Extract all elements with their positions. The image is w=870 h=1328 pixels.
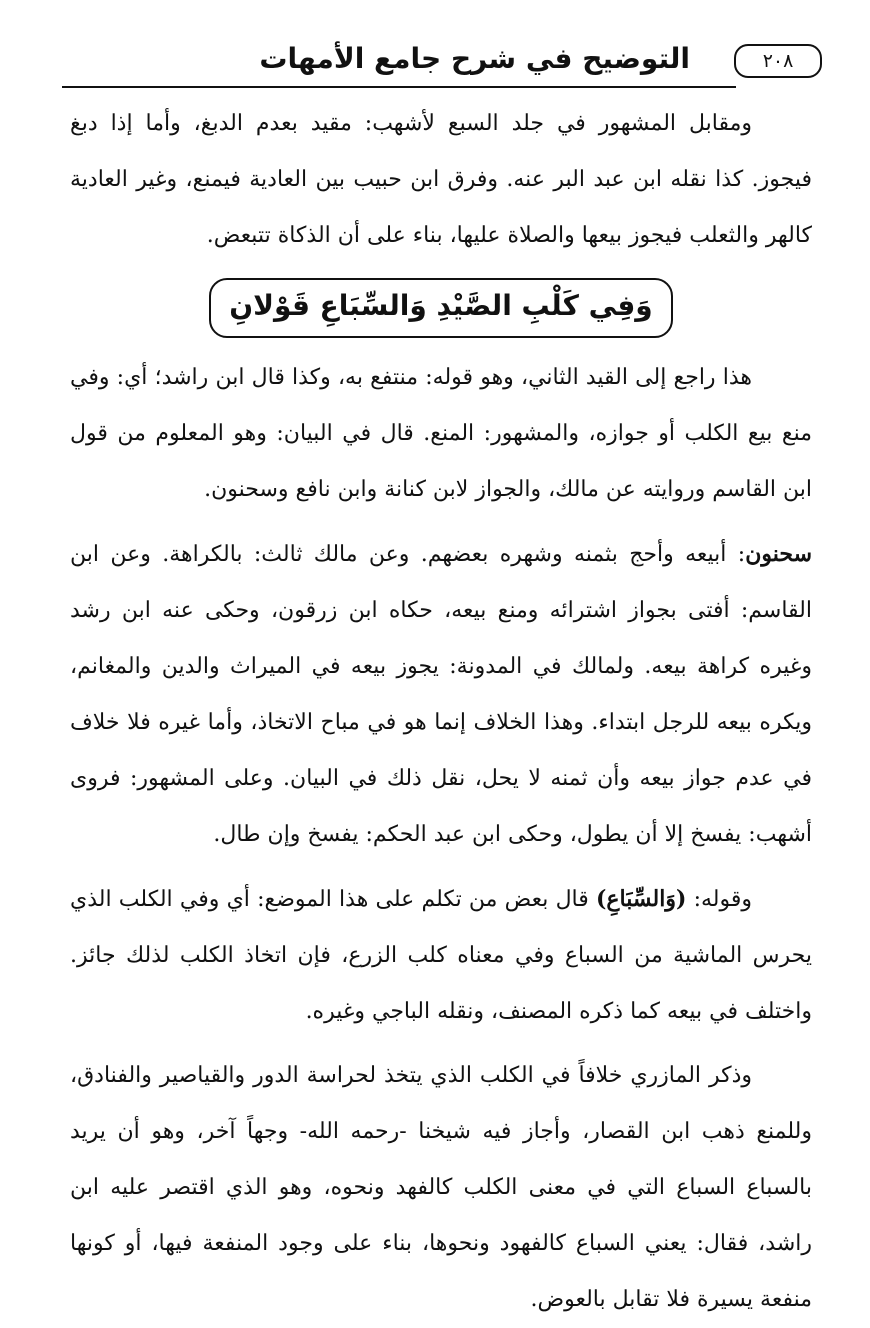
paragraph-5: وذكر المازري خلافاً في الكلب الذي يتخذ لحراسة الدور والقياصير والفنادق، وللمنع ذهب ابن القصار، وأجاز فيه شيخنا -رحمه الله- وجهاً آخر، وهو أن يريد بالسباع السباع التي في معنى الكلب كالفهد ونحوه، وهو الذي اقتصر عليه ابن راشد، فقال: يعني السباع كالفهود ونحوها، بناء على وجود المنفعة فيها، أو كونها منفعة يسيرة فلا تقابل بالعوض. — [70, 1063, 812, 1312]
paragraph-4-text: قال بعض من تكلم على هذا الموضع: أي وفي الكلب الذي يحرس الماشية من السباع وفي معناه كلب الزرع، فإن اتخاذ الكلب لذلك جائز. واختلف في بيعه كما ذكره المصنف، ونقله الباجي وغيره. — [70, 887, 812, 1024]
book-title: التوضيح في شرح جامع الأمهات — [259, 42, 690, 75]
section-heading-wrap — [70, 278, 812, 338]
section-heading: وَفِي كَلْبِ الصَّيْدِ وَالسِّبَاعِ قَوْلانِ — [209, 278, 672, 338]
paragraph-4 — [70, 871, 812, 1040]
page-header — [62, 38, 822, 88]
page-number — [734, 44, 822, 78]
page-number-text: ٢٠٨ — [762, 50, 794, 72]
header-rule — [62, 86, 736, 88]
paragraph-1: ومقابل المشهور في جلد السبع لأشهب: مقيد بعدم الدبغ، وأما إذا دبغ فيجوز. كذا نقله ابن عبد البر عنه. وفرق ابن حبيب بين العادية فيمنع، وغير العادية كالهر والثعلب فيجوز بيعها والصلاة عليها، بناء على أن الذكاة تتبعض. — [70, 111, 812, 248]
paragraph-4-lead: وقوله: — [686, 887, 752, 912]
page-body — [70, 96, 812, 1328]
paragraph-3-text: : أبيعه وأحج بثمنه وشهره بعضهم. وعن مالك ثالث: بالكراهة. وعن ابن القاسم: أفتى بجواز اشترائه ومنع بيعه، حكاه ابن زرقون، وحكى عنه ابن رشد وغيره كراهة بيعه. ولمالك في المدونة: يجوز بيعه في الميراث والدين والمغانم، ويكره بيعه للرجل ابتداء. وهذا الخلاف إنما هو في مباح الاتخاذ، وأما غيره فلا خلاف في عدم جواز بيعه وأن ثمنه لا يحل، نقل ذلك في البيان. وعلى المشهور: فروى أشهب: يفسخ إلا أن يطول، وحكى ابن عبد الحكم: يفسخ وإن طال. — [70, 542, 812, 847]
paragraph-4-quote: (وَالسِّبَاعِ) — [596, 886, 687, 912]
paragraph-2: هذا راجع إلى القيد الثاني، وهو قوله: منتفع به، وكذا قال ابن راشد؛ أي: وفي منع بيع الكلب أو جوازه، والمشهور: المنع. قال في البيان: وهو المعلوم من قول ابن القاسم وروايته عن مالك، والجواز لابن كنانة وابن نافع وسحنون. — [70, 365, 812, 502]
paragraph-3-lead: سحنون — [745, 541, 812, 567]
paragraph-3 — [70, 526, 812, 863]
